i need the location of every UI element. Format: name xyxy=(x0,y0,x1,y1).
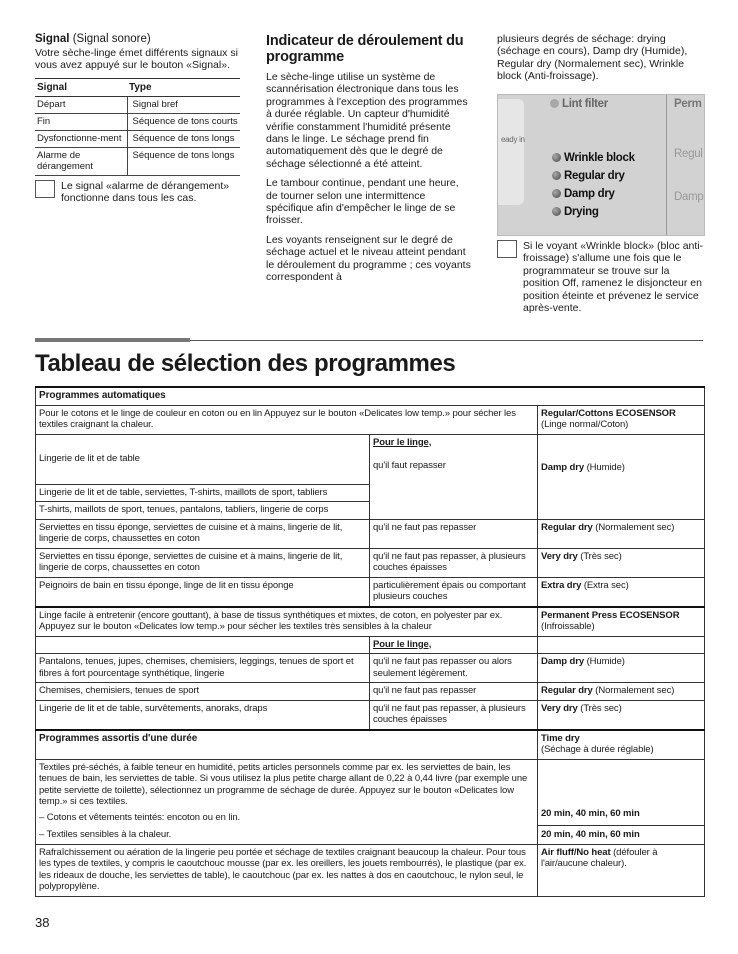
table-row: Lingerie de lit et de table Pour le linge, qu'il faut repasser Damp dry (Humide) xyxy=(36,434,705,484)
indicator-p1: Le sèche-linge utilise un système de scannérisation électronique dans tous les programmes à l'exception des programmes à durée réglable. Un capteur d'humidité vérifie constamment l'humidité présente dans le linge. Le séchage prend fin automatiquement dès que le degré de séchage sélectionné a été atteint. xyxy=(266,71,468,170)
ready-in-label: eady in xyxy=(501,135,525,144)
timed-programs-header: Programmes assortis d'une durée xyxy=(36,730,538,760)
table-row: Lingerie de lit et de table, survêtements, anoraks, draps qu'il ne faut pas repasser, à plusieurs couches épaisses Very dry (Très sec) xyxy=(36,700,705,730)
signal-note: Le signal «alarme de dérangement» fonctionne dans tous les cas. xyxy=(35,180,243,205)
column3-text: plusieurs degrés de séchage: drying (séchage en cours), Damp dry (Humide), Regular dry (Normalement sec), Wrinkle block (Anti-froissage). xyxy=(497,33,688,83)
table-row: Chemises, chemisiers, tenues de sport qu'il ne faut pas repasser Regular dry (Normalement sec) xyxy=(36,683,705,701)
note-box-icon xyxy=(497,240,517,258)
note-box-icon xyxy=(35,180,55,198)
led-regular-dry: Regular dry xyxy=(552,170,625,182)
signal-text: Votre sèche-linge émet différents signaux si vous avez appuyé sur le bouton «Signal». xyxy=(35,47,238,72)
table-row: Départ Signal bref xyxy=(35,96,240,113)
indicator-section xyxy=(266,33,472,284)
indicator-p2: Le tambour continue, pendant une heure, de tourner selon une intermittence spécifique afin d'empêcher le linge de se froisser. xyxy=(266,177,459,227)
page-number: 38 xyxy=(35,915,50,930)
damp-label: Damp xyxy=(674,191,704,203)
panel-display xyxy=(497,99,524,205)
table-row: Textiles pré-séchés, à faible teneur en humidité, petits articles personnels comme par ex. les serviettes de bain, les tenues de bain, les serviettes de table. Si vous utilisez la plus petite charge allant de 0,22 à 0,44 livre (par exemple une petite serviette de toilette), sélectionnez un programme de séchage de durée. Appuyez sur le bouton «Delicates low temp.» si ces textiles. – Cotons et vêtements teintés: encoton ou en lin. – Textiles sensibles à la chaleur. 20 min, 40 min, 60 min 20 min, 40 min, 60 min xyxy=(36,759,705,844)
signal-section xyxy=(35,33,243,205)
led-icon xyxy=(550,99,559,108)
wrinkle-note: Si le voyant «Wrinkle block» (bloc anti-froissage) s'allume une fois que le programmateur se trouve sur la position Off, ramenez le disjoncteur en position éteinte et prévenez le service après-vente. xyxy=(497,240,704,314)
table-row: Linge facile à entretenir (encore gouttant), à base de tissus synthétiques et mixtes, de coton, en polyester par ex. Appuyez sur le bouton «Delicates low temp.» pour sécher les textiles très sensibles à la chaleur Permanent Press ECOSENSOR (Infroissable) xyxy=(36,607,705,637)
table-row: Rafraîchissement ou aération de la lingerie peu portée et séchage de textiles craignant beaucoup la chaleur. Pour tous les types de textiles, y compris le caoutchouc mousse (par ex. les oreillers, les jouets rembourrés), le plastique (par ex. les rideaux de douche, les serviettes de table), le caoutchouc (par ex. les nattes à dos en caoutchouc, le nylon seul, le polypropylène. Air fluff/No heat (défouler à l'air/aucune chaleur). xyxy=(36,844,705,896)
led-icon xyxy=(552,153,561,162)
auto-programs-header: Programmes automatiques xyxy=(36,387,705,405)
table-row: Pour le linge, xyxy=(36,636,705,654)
table-row: Serviettes en tissu éponge, serviettes de cuisine et à mains, lingerie de lit, lingerie de corps, chaussettes en coton qu'il ne faut pas repasser Regular dry (Normalement sec) xyxy=(36,519,705,548)
table-row: Dysfonctionne-ment Séquence de tons longs xyxy=(35,130,240,147)
signal-col-header: Signal xyxy=(35,78,127,96)
program-table xyxy=(35,386,705,897)
table-row: Alarme de dérangement Séquence de tons longs xyxy=(35,147,240,175)
indicator-p3: Les voyants renseignent sur le degré de séchage actuel et le niveau atteint pendant le déroulement du programme ; ces voyants correspondent à xyxy=(266,233,471,284)
led-damp-dry: Damp dry xyxy=(552,188,615,200)
perm-label: Perm xyxy=(674,98,702,110)
table-row: Peignoirs de bain en tissu éponge, linge de lit en tissu éponge particulièrement épais ou comportant plusieurs couches Extra dry (Extra sec) xyxy=(36,577,705,607)
table-row: Programmes assortis d'une durée Time dry (Séchage à durée réglable) xyxy=(36,730,705,760)
table-row: Pour le cotons et le linge de couleur en coton ou en lin Appuyez sur le bouton «Delicates low temp.» pour sécher les textiles craignant la chaleur. Regular/Cottons ECOSENSOR (Linge normal/Coton) xyxy=(36,405,705,434)
section-rule-accent xyxy=(35,338,190,342)
lint-filter-label: Lint filter xyxy=(550,98,608,110)
table-row: Lingerie de lit et de table, serviettes, T-shirts, maillots de sport, tabliers xyxy=(36,484,705,502)
type-col-header: Type xyxy=(127,78,240,96)
signal-table xyxy=(35,78,240,176)
led-drying: Drying xyxy=(552,206,599,218)
regul-label: Regul xyxy=(674,148,703,160)
table-row: Pantalons, tenues, jupes, chemises, chemisiers, leggings, tenues de sport et fibres à fort pourcentage synthétique, lingerie qu'il ne faut pas repasser ou alors seulement légèrement. Damp dry (Humide) xyxy=(36,654,705,683)
table-row: T-shirts, maillots de sport, tenues, pantalons, tabliers, lingerie de corps xyxy=(36,502,705,520)
signal-title: Signal (Signal sonore) xyxy=(35,33,151,45)
table-row xyxy=(36,387,705,405)
table-row: Serviettes en tissu éponge, serviettes de cuisine et à mains, lingerie de lit, lingerie de corps, chaussettes en coton qu'il ne faut pas repasser, à plusieurs couches épaisses Very dry (Très sec) xyxy=(36,548,705,577)
table-row: Fin Séquence de tons courts xyxy=(35,113,240,130)
control-panel-image xyxy=(497,94,705,236)
led-icon xyxy=(552,171,561,180)
indicator-title: Indicateur de déroulement du programme xyxy=(266,33,464,65)
led-icon xyxy=(552,189,561,198)
page-title: Tableau de sélection des programmes xyxy=(35,350,456,377)
led-icon xyxy=(552,207,561,216)
led-wrinkle-block: Wrinkle block xyxy=(552,152,635,164)
